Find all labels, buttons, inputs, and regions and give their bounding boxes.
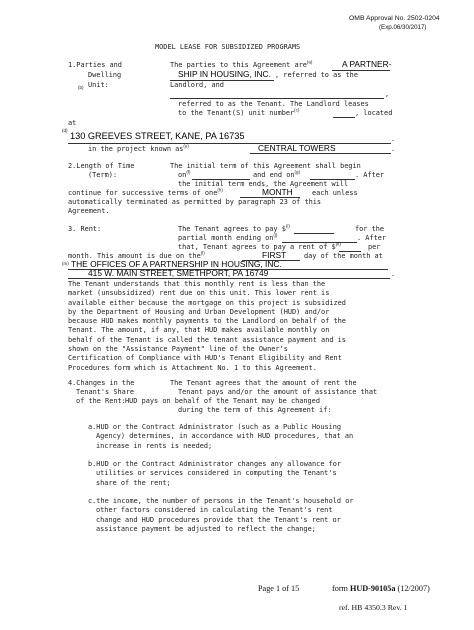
section-4-label: 4.Changes in the <box>68 379 135 387</box>
per-text: per <box>368 243 381 251</box>
handbook-reference: ref. HB 4350.3 Rev. 1 <box>339 603 408 612</box>
rent-para-line: Tenant. The amount, if any, that HUD makes available monthly on <box>68 326 330 335</box>
referred-as-tenant: referred to as the Tenant. The Landlord leases <box>178 100 369 108</box>
end-on-text: and end on <box>253 171 295 179</box>
rent-of: that, Tenant agrees to pay a rent of $ <box>178 243 336 251</box>
rent-line-2 <box>178 234 277 243</box>
rent-para-line: because HUD makes monthly payments to the Landlord on behalf of the <box>68 317 346 326</box>
document-title: MODEL LEASE FOR SUBSIDIZED PROGRAMS <box>155 43 301 51</box>
ref-a: (a) <box>306 59 313 65</box>
ref-b: (b) <box>78 85 84 90</box>
project-name-line <box>250 153 391 154</box>
changes-intro-4: during the term of this Agreement if: <box>178 406 332 414</box>
section-2-label: 2.Length of Time <box>68 162 135 170</box>
partial-rent-line <box>294 233 334 234</box>
landlord-name-part-1: A PARTNER- <box>342 59 392 69</box>
section-1-label: 1.Parties and <box>68 61 122 69</box>
term-line-5: automatically terminated as permitted by paragraph 23 of this <box>68 198 322 206</box>
due-day: FIRST <box>262 250 287 260</box>
term-begin-on <box>178 171 191 180</box>
unit-address: 130 GREEVES STREET, KANE, PA 16735 <box>70 131 245 141</box>
project-known-as <box>88 145 189 154</box>
ref-i: (i) <box>285 223 290 229</box>
section-1-label-2: Dwelling <box>88 71 122 79</box>
form-date: (12/2007) <box>395 584 430 593</box>
parties-intro: The parties to this Agreement are <box>170 61 307 69</box>
day-of-month: day of the month at <box>304 252 383 260</box>
item-c-line: c.the income, the number of persons in the Tenant's household or <box>88 497 354 505</box>
project-name: CENTRAL TOWERS <box>258 143 336 153</box>
payee-name: THE OFFICES OF A PARTNERSHIP IN HOUSING, INC. <box>71 259 282 269</box>
address-line <box>68 143 391 144</box>
page-number: Page 1 of 15 <box>258 584 300 593</box>
rent-para-line: by the Department of Housing and Urban Development (HUD) and/or <box>68 307 330 316</box>
successive-terms: continue for successive terms of one <box>68 189 218 197</box>
tenant-unit-text <box>178 109 299 118</box>
item-a-line: increase in rents is needed; <box>96 441 213 450</box>
each-unless: each unless <box>312 189 358 197</box>
item-b-line: share of the rent; <box>96 478 171 487</box>
ref-e: (e) <box>183 143 189 149</box>
unit-number-line <box>333 117 355 118</box>
ref-f: (f) <box>186 169 191 175</box>
changes-intro-2: Tenant pays and/or the amount of assistance that <box>178 388 378 396</box>
rent-explanation <box>68 280 408 373</box>
form-prefix: form <box>332 584 350 593</box>
for-the: for the <box>355 225 385 233</box>
unit-number-label: to the Tenant(S) unit number <box>178 109 295 117</box>
item-c-line: change and HUD procedures provide that the Tenant's rent or <box>96 515 341 524</box>
tenant-name-comma: , <box>385 90 390 98</box>
rent-para-line: market (unsubsidized) rent due on this unit. This lower rent is <box>68 289 330 298</box>
ref-h: (h) <box>217 187 223 193</box>
partial-month: partial month ending on <box>178 234 274 242</box>
ref-m: (m) <box>62 261 69 266</box>
on-text: on <box>178 171 187 179</box>
omb-approval: OMB Approval No. 2502-0204 <box>349 15 440 22</box>
referred-as-landlord: , referred to as the <box>275 71 358 79</box>
item-a-line: Agency) determines, in accordance with HUD procedures, that an <box>96 432 354 441</box>
rent-para-line: available either because the mortgage on this project is subsidized <box>68 298 346 307</box>
due-on-the: month. This amount is due on the <box>68 252 201 260</box>
term-line-4 <box>68 189 223 198</box>
term-line-6: Agreement. <box>68 207 110 215</box>
term-line-3: the initial term ends, the Agreement will <box>178 180 349 188</box>
section-1-label-3: Unit: <box>88 81 109 89</box>
term-after: . After <box>355 171 385 179</box>
project-label: in the project known as <box>88 145 184 153</box>
rent-para-line: The Tenant understands that this monthly rent is less than the <box>68 280 326 288</box>
change-item-a <box>88 423 353 451</box>
term-line-1: The initial term of this Agreement shall begin <box>170 162 361 170</box>
changes-intro-1: The Tenant agrees that the amount of rent the <box>170 379 357 387</box>
ref-d: (d) <box>62 128 68 133</box>
rent-para-line: Procedures form which is Attachment No. 1 to this Agreement. <box>68 363 317 372</box>
ref-k: (k) <box>335 241 341 247</box>
item-c-line: other factors considered in calculating the Tenant's rent <box>96 506 333 515</box>
payee-period: . <box>391 270 396 278</box>
section-2-label-2: (Term): <box>88 171 118 179</box>
item-b-line: b.HUD or the Contract Administrator changes any allowance for <box>88 460 342 468</box>
form-number <box>332 584 430 593</box>
item-c-line: assistance payment be adjusted to reflect the change; <box>96 524 316 533</box>
ref-j: (j) <box>273 232 278 238</box>
rent-para-line: Certification of Compliance with HUD's Tenant Eligibility and Rent <box>68 354 342 363</box>
omb-expiration: (Exp.06/30/2017) <box>379 24 427 31</box>
agrees-to-pay: The Tenant agrees to pay $ <box>178 225 286 233</box>
item-b-line: utilities or services considered in computing the Tenant's <box>96 469 337 478</box>
landlord-name-part-2: SHIP IN HOUSING, INC. <box>178 69 271 79</box>
landlord-and: Landlord, and <box>170 81 224 89</box>
at-text: at <box>68 119 77 127</box>
rent-para-line: shown on the "Assistance Payment" line of the Owner's <box>68 345 288 354</box>
section-4-label-2: Tenant's Share <box>76 388 135 396</box>
term-unit: MONTH <box>262 187 293 197</box>
term-end-on <box>253 171 300 180</box>
section-4-label-3: of the Rent: <box>76 397 126 405</box>
form-code: HUD-90105a <box>349 584 396 593</box>
section-3-label: 3. Rent: <box>68 225 102 233</box>
after-text: . After <box>357 234 387 242</box>
ref-g: (g) <box>294 169 300 175</box>
ref-l: (l) <box>200 250 205 256</box>
payee-address: 415 W. MAIN STREET, SMETHPORT, PA 16749 <box>88 268 269 278</box>
item-a-line: a.HUD or the Contract Administrator (such as a Public Housing <box>88 423 342 431</box>
payee-address-line <box>68 278 390 279</box>
change-item-c <box>88 497 354 534</box>
address-period: . <box>391 135 396 143</box>
ref-c: (c) <box>294 107 300 113</box>
rent-para-line: behalf of the Tenant is called the tenant assistance payment and is <box>68 335 346 344</box>
change-item-b <box>88 460 341 488</box>
project-period: . <box>391 145 396 153</box>
located-text: , located <box>355 109 393 117</box>
tenant-name-line <box>170 98 384 99</box>
changes-intro-3: HUD pays on behalf of the Tenant may be changed <box>125 397 320 405</box>
